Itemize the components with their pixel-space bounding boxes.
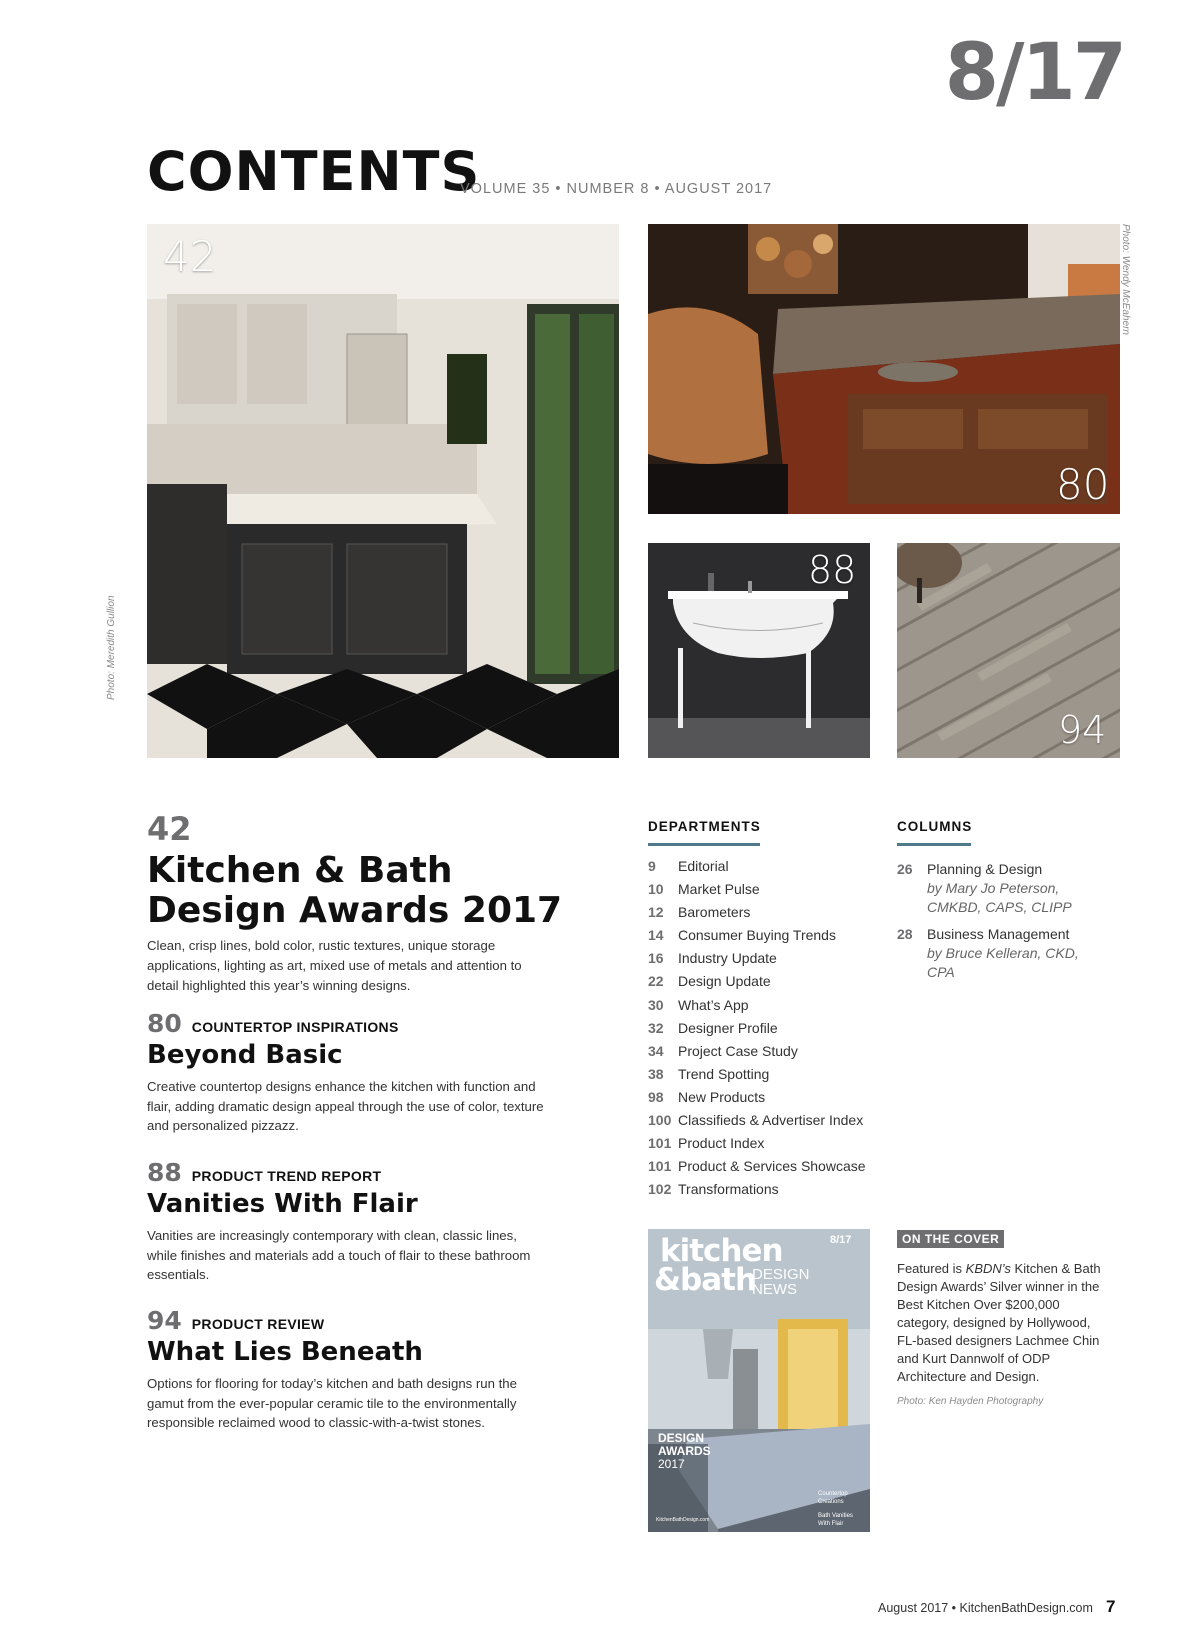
volume-line: VOLUME 35 • NUMBER 8 • AUGUST 2017 [460,181,773,197]
photo-number-80: 80 [1056,460,1110,509]
columns-section [897,818,1107,982]
departments-section [648,818,888,1201]
photo-number-94: 94 [1058,708,1107,752]
list-item[interactable]: 16 Industry Update [648,950,777,967]
columns-heading: COLUMNS [897,819,973,834]
countertop-photo[interactable] [648,224,1120,514]
list-item[interactable]: 101 Product Index [648,1135,765,1152]
feature-awards[interactable] [147,810,563,996]
list-item[interactable]: 26 Planning & Design by Mary Jo Peterson, CMKBD, CAPS, CLIPP [897,860,1107,917]
photo-number-42: 42 [163,232,217,281]
list-item[interactable]: 14 Consumer Buying Trends [648,927,836,944]
list-item[interactable]: 34 Project Case Study [648,1042,798,1059]
feature-description: Options for flooring for today’s kitchen and bath designs run the gamut from the ever-popular ceramic tile to the environmentally responsible reclaimed wood to classic-with-a-twist stones. [147,1375,517,1431]
feature-title: Kitchen & Bath Design Awards 2017 [147,850,563,931]
feature-title: Vanities With Flair [147,1189,418,1219]
feature-description: Creative countertop designs enhance the kitchen with function and flair, adding dramatic design appeal through the use of color, texture and personalized pizzazz. [147,1078,544,1134]
columns-rule [897,843,971,846]
list-item[interactable]: 10 Market Pulse [648,881,760,898]
feature-vanities[interactable] [147,1158,532,1285]
list-item[interactable]: 28 Business Management by Bruce Kelleran, CKD, CPA [897,925,1107,982]
list-item[interactable]: 102 Transformations [648,1181,779,1198]
list-item[interactable]: 100 Classifieds & Advertiser Index [648,1112,864,1129]
byline: by Mary Jo Peterson, CMKBD, CAPS, CLIPP [927,880,1072,915]
feature-page-number: 80 [147,1009,182,1038]
cover-title-news: NEWS [752,1281,797,1298]
on-the-cover-badge: ON THE COVER [897,1230,1004,1248]
on-the-cover-section [897,1230,1102,1407]
photo-number-88: 88 [808,548,857,592]
feature-page-number: 42 [147,810,192,848]
cover-issue: 8/17 [830,1234,852,1246]
cover-title-design: DESIGN [752,1266,810,1283]
cover-url: KitchenBathDesign.com [656,1517,710,1523]
issue-number: 8/17 [944,28,1124,118]
feature-description: Vanities are increasingly contemporary with clean, classic lines, while finishes and materials add a touch of flair to these bathroom essentials. [147,1227,531,1283]
departments-heading: DEPARTMENTS [648,819,761,834]
cover-teasers: Countertop Creations Bath Vanities With Flair [818,1491,853,1527]
cover-title-bath: &bath [654,1262,757,1298]
feature-description: Clean, crisp lines, bold color, rustic textures, unique storage applications, lighting as art, mixed use of metals and attention to detail highlighted this year’s winning designs. [147,938,522,993]
list-item[interactable]: 98 New Products [648,1088,766,1105]
departments-list [648,855,888,1201]
cover-title-kitchen: kitchen [660,1233,783,1269]
footer-text: August 2017 • KitchenBathDesign.com [878,1601,1093,1615]
feature-title: Beyond Basic [147,1040,343,1070]
feature-title: What Lies Beneath [147,1337,423,1367]
feature-kicker: PRODUCT REVIEW [191,1316,325,1332]
feature-kicker: COUNTERTOP INSPIRATIONS [191,1019,399,1035]
list-item[interactable]: 12 Barometers [648,904,751,921]
list-item[interactable]: 22 Design Update [648,973,771,990]
feature-beyond-basic[interactable] [147,1009,547,1136]
departments-rule [648,843,760,846]
page-title: CONTENTS [147,140,481,203]
feature-flooring[interactable] [147,1306,542,1433]
kitchen-photo[interactable] [147,224,619,758]
list-item[interactable]: 101 Product & Services Showcase [648,1158,866,1175]
feature-kicker: PRODUCT TREND REPORT [191,1168,382,1184]
list-item[interactable]: 32 Designer Profile [648,1019,778,1036]
cover-awards: DESIGN AWARDS 2017 [658,1431,711,1471]
list-item[interactable]: 9 Editorial [648,858,729,874]
list-item[interactable]: 30 What’s App [648,996,749,1013]
cover-description: Featured is KBDN’s Kitchen & Bath Design Awards’ Silver winner in the Best Kitchen Over $200,000 category, designed by Hollywood, FL-based designers Lachmee Chin and Kurt Dannwolf of ODP Architecture and Design. [897,1261,1101,1384]
feature-page-number: 88 [147,1158,182,1187]
list-item[interactable]: 38 Trend Spotting [648,1065,770,1082]
photo-credit-left: Photo: Meredith Gullion [106,595,117,700]
photo-credit-right: Photo: Wendy McEahern [1120,224,1131,335]
page-number: 7 [1106,1597,1116,1616]
cover-photo-credit: Photo: Ken Hayden Photography [897,1396,1044,1407]
byline: by Bruce Kelleran, CKD, CPA [927,945,1079,980]
feature-page-number: 94 [147,1306,182,1335]
